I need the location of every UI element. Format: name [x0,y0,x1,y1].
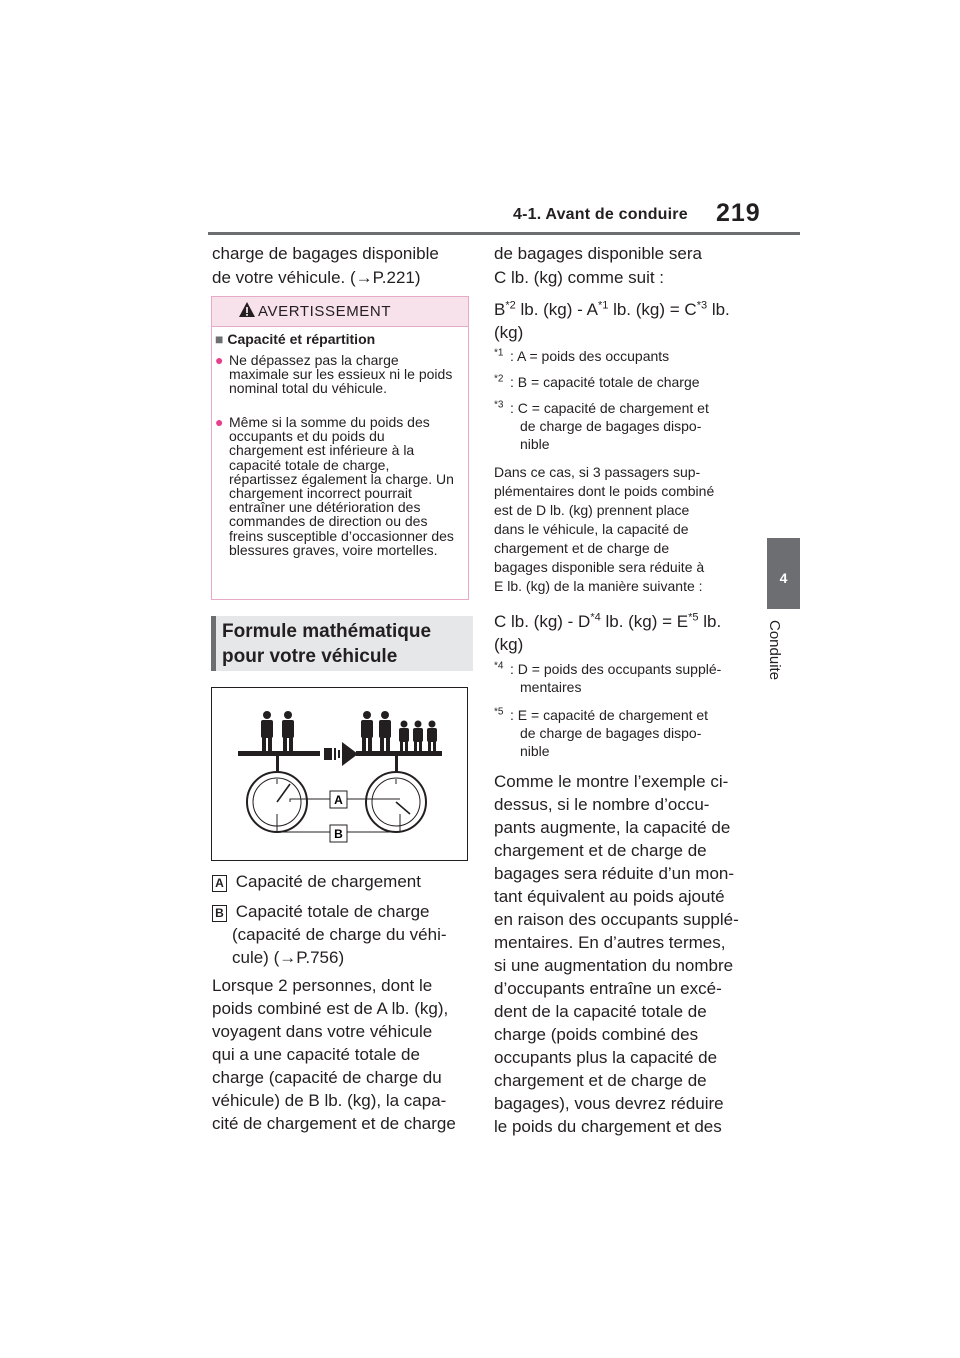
header-rule [208,232,800,235]
legend-a-text: Capacité de chargement [235,872,421,891]
body-line: Lorsque 2 personnes, dont le [212,976,433,995]
note-line: Dans ce cas, si 3 passagers sup- [494,464,701,480]
footnote-mark: *3 [494,399,504,411]
arrow-right-icon [324,742,358,766]
eq-term: lb. [698,612,722,631]
footnote-line: nible [520,436,550,452]
note-line: est de D lb. (kg) prennent place [494,502,690,518]
body-line: cité de chargement et de charge [212,1114,456,1133]
body-line: si une augmentation du nombre [494,956,734,975]
footnote-line: : D = poids des occupants supplé- [510,661,722,677]
footnote-text [510,660,748,696]
eq-term: lb. [707,300,730,319]
footnote-line: : C = capacité de chargement et [510,400,709,416]
intro-line-1: charge de bagages disponible [212,244,439,263]
footnote-line: de charge de bagages dispo- [520,725,702,741]
equation-2-unit: (kg) [494,635,524,654]
legend-b-line-1: Capacité totale de charge [235,902,430,921]
figure-label-a: A [334,793,343,807]
legend-b-line-3: cule) (→P.756) [232,948,345,967]
footnote-ref: *2 [505,299,516,312]
legend-tag-b: B [212,905,227,922]
body-line: Comme le montre l’exemple ci- [494,772,729,791]
footnote-mark: *4 [494,660,504,672]
footnote-mark: *2 [494,373,504,385]
chapter-label: Conduite [766,620,783,681]
footnote-line: de charge de bagages dispo- [520,418,702,434]
body-line: d’occupants entraîne un excé- [494,979,722,998]
body-line: charge (poids combiné des [494,1025,699,1044]
warning-item-text: Même si la somme du poids des occupants et du poids du chargement est inférieure à la capacité totale de charge, répartissez également la charge. Un chargement incorrect pourrait entraîner une détérioration des commandes de direction ou des freins susceptible d’occasionner des blessures graves, voire mortelles. [229,414,454,558]
scale-gauge-right-icon [366,772,426,832]
warning-divider [212,326,468,327]
note-line: plémentaires dont le poids combiné [494,483,715,499]
note-line: E lb. (kg) de la manière suivante : [494,578,703,594]
footnote [494,399,750,455]
footnote-line: : E = capacité de chargement et [510,707,709,723]
equation-2 [494,610,754,634]
legend-a [212,870,421,894]
eq-term: lb. (kg) = E [600,612,689,631]
footnote-line: mentaires [520,679,582,695]
note-line: chargement et de charge de [494,540,670,556]
body-line: véhicule) de B lb. (kg), la capa- [212,1091,447,1110]
body-line: le poids du chargement et des [494,1117,722,1136]
footnote-mark: *5 [494,706,504,718]
footnote-mark: *1 [494,347,504,359]
eq-term: lb. (kg) - A [515,300,598,319]
legend-b [212,900,429,924]
note-line: bagages disponible sera réduite à [494,559,705,575]
warning-item [215,353,460,399]
body-line: occupants plus la capacité de [494,1048,718,1067]
chapter-number: 4 [779,570,788,586]
figure-label-b: B [334,827,343,841]
legend-tag-a: A [212,875,227,892]
legend-b-line-2: (capacité de charge du véhi- [232,925,447,944]
footnote-line: nible [520,743,550,759]
warning-triangle-icon [238,301,256,318]
body-line: dent de la capacité totale de [494,1002,707,1021]
body-line: charge (capacité de charge du [212,1068,442,1087]
body-line: bagages), vous devrez réduire [494,1094,724,1113]
body-line: voyagent dans votre véhicule [212,1022,433,1041]
footnote [494,347,750,365]
footnote [494,706,750,762]
footnote-ref: *1 [597,299,609,312]
equation-1-unit: (kg) [494,323,524,342]
warning-subtitle-text: Capacité et répartition [227,331,376,347]
body-line: chargement et de charge de [494,841,707,860]
body-line: chargement et de charge de [494,1071,707,1090]
footnote-text: : A = poids des occupants [510,348,670,364]
body-line: de bagages disponible sera [494,244,702,263]
page-number: 219 [716,199,761,227]
formula-heading [222,619,462,669]
section-title: 4-1. Avant de conduire [513,206,688,223]
square-bullet-icon: ■ [215,331,224,347]
eq-term: lb. (kg) = C [608,300,697,319]
people-left-icon [261,711,294,751]
chapter-label-box [766,620,800,710]
bullet-dot-icon: ● [215,352,224,368]
formula-heading-line-1: Formule mathématique [222,621,432,642]
body-line: mentaires. En d’autres termes, [494,933,726,952]
note-line: dans le véhicule, la capacité de [494,521,689,537]
warning-subtitle [215,331,375,347]
eq-term: B [494,300,506,319]
warning-item [215,415,460,591]
formula-heading-line-2: pour votre véhicule [222,646,398,667]
footnote-ref: *5 [688,611,699,624]
body-line: bagages sera réduite d’un mon- [494,864,735,883]
bullet-dot-icon: ● [215,414,224,430]
load-capacity-figure [211,687,468,861]
warning-title: AVERTISSEMENT [258,303,392,320]
footnote [494,373,750,391]
footnote [494,660,750,696]
scale-illustration [212,688,467,860]
footnote-text: : B = capacité totale de charge [510,374,700,390]
people-right-icon [361,711,437,751]
footnote-ref: *3 [696,299,708,312]
body-line: C lb. (kg) comme suit : [494,268,665,287]
body-line: qui a une capacité totale de [212,1045,420,1064]
body-line: en raison des occupants supplé- [494,910,739,929]
warning-item-text: Ne dépassez pas la charge maximale sur les essieux ni le poids nominal total du véhicule. [229,352,453,397]
body-line: dessus, si le nombre d’occu- [494,795,710,814]
intro-line-2: de votre véhicule. (→P.221) [212,268,421,287]
body-line: tant équivalent au poids ajouté [494,887,725,906]
equation-1 [494,298,754,322]
body-line: pants augmente, la capacité de [494,818,731,837]
footnote-text [510,399,748,453]
footnote-text [510,706,748,760]
eq-term: C lb. (kg) - D [494,612,591,631]
body-line: poids combiné est de A lb. (kg), [212,999,449,1018]
footnote-ref: *4 [590,611,601,624]
